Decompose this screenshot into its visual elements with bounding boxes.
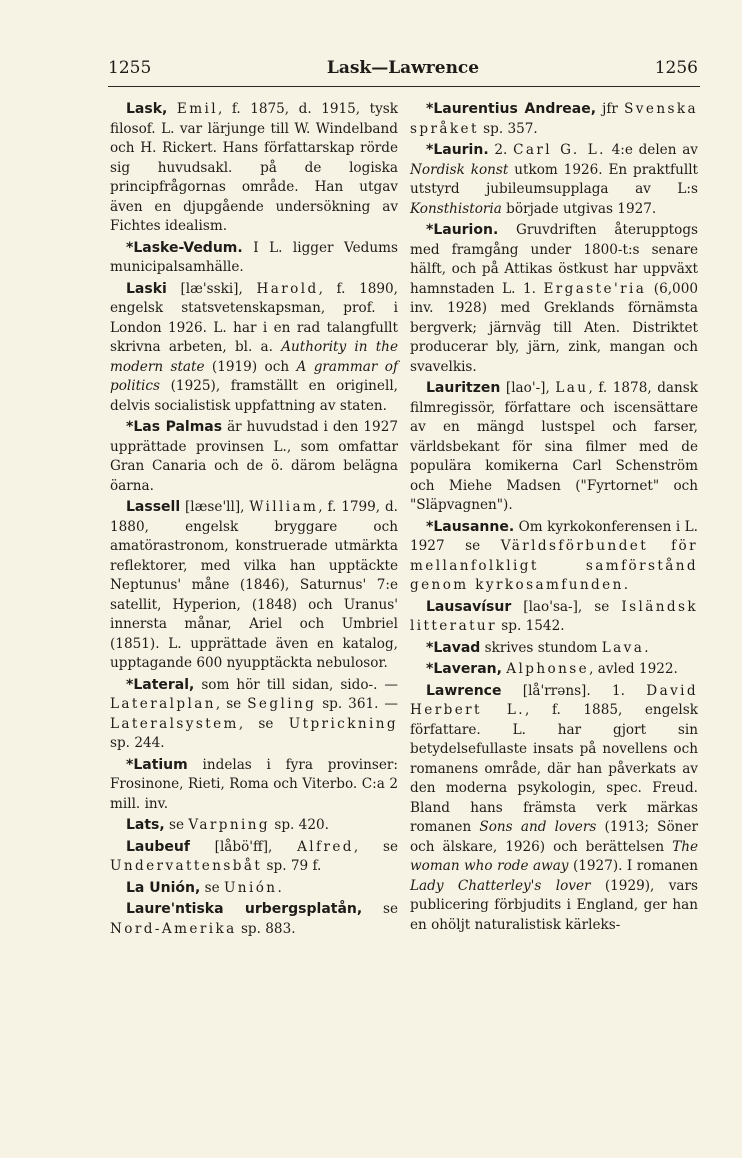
headword: *Lateral,: [126, 676, 195, 693]
entry-lats: Lats, se Varpning sp. 420.: [126, 817, 329, 833]
entry-latium: *Latium indelas i fyra provinser: Frosinone, Rieti, Roma och Viterbo. C:a 2 mill. inv.: [110, 756, 398, 812]
entry-laurion: *Laurion. Gruvdriften återupptogs med framgång under 1800-t:s senare hälft, och på Attikas östkust har uppväxt hamnstaden L. 1. Ergaste'ria (6,000 inv. 1928) med Greklands förnämsta bergverk; järnväg till Aten. Distriktet producerar bly, järn, zink, mangan och svavelkis.: [410, 222, 698, 375]
header-rule: [108, 86, 700, 87]
page-header: [108, 58, 698, 88]
headword: Lats,: [126, 817, 165, 833]
entry-laske-vedum: *Laske-Vedum. I L. ligger Vedums municipalsamhälle.: [110, 239, 398, 275]
entry-lavad: *Lavad skrives stundom Lava.: [426, 639, 649, 656]
entry-la-union: La Unión, se Unión.: [126, 879, 282, 896]
entry-laveran: *Laveran, Alphonse, avled 1922.: [426, 661, 678, 677]
entry-laski: Laski [læ'sski], Harold, f. 1890, engelsk statsvetenskapsman, prof. i London 1926. L. har i en rad talangfullt skrivna arbeten, bl. a. Authority in the modern state (1919) och A grammar of politics (1925), framställt en originell, delvis socialistisk uppfattning av staten.: [110, 280, 398, 414]
entry-laurentius-andreae: *Laurentius Andreae, jfr Svenska språket sp. 357.: [410, 101, 699, 137]
headword: La Unión,: [126, 879, 201, 896]
entry-lausavisur: Lausavísur [lao'sa-], se Isländsk litteratur sp. 1542.: [410, 598, 698, 634]
entry-lateral: *Lateral, som hör till sidan, sido-. — Lateralplan, se Segling sp. 361. — Lateralsystem, se Utprickning sp. 244.: [110, 676, 399, 751]
page-number-left: 1255: [108, 58, 152, 78]
headword: *Laurion.: [426, 222, 499, 238]
right-column: [410, 100, 698, 937]
entry-laurentiska: Laure'ntiska urbergsplatån, se Nord-Amerika sp. 883.: [110, 901, 398, 937]
headword: *Lausanne.: [426, 518, 515, 535]
headword: Lassell: [126, 499, 181, 515]
headword: Laure'ntiska urbergsplatån,: [126, 901, 363, 917]
headword: Laski: [126, 280, 167, 297]
headword: Lawrence: [426, 682, 502, 699]
entry-lawrence: Lawrence [lå'rrəns]. 1. David Herbert L., f. 1885, engelsk författare. L. har gjort sin betydelsefullaste insats på novellens och romanens område, där han påverkats av den moderna psykologin, spec. Freud. Bland hans främsta verk märkas romanen Sons and lovers (1913; Söner och älskare, 1926) och berättelsen The woman who rode away (1927). I romanen Lady Chatterley's lover (1929), vars publicering förbjudits i England, ger han en ohöljt naturalistisk kärleks-: [410, 682, 698, 933]
headword: Lauritzen: [426, 380, 501, 396]
left-column: [110, 100, 398, 941]
headword: *Laveran,: [426, 661, 502, 677]
entry-lauritzen: Lauritzen [lao'-], Lau, f. 1878, dansk filmregissör, författare och iscensättare av en mängd lustspel och farser, världsbekant för sina filmer med de populära komikerna Carl Schenström och Miehe Madsen ("Fyrtornet" och "Släpvagnen").: [410, 380, 698, 513]
entry-laubeuf: Laubeuf [låbö'ff], Alfred, se Undervattensbåt sp. 79 f.: [110, 838, 398, 874]
headword: Lask,: [126, 101, 168, 117]
entry-lassell: Lassell [læse'll], William, f. 1799, d. 1880, engelsk bryggare och amatörastronom, konstruerade utmärkta reflektorer, med vilka han upptäckte Neptunus' måne (1846), Saturnus' 7:e satellit, Hyperion, (1848) och Uranus' innersta månar, Ariel och Umbriel (1851). L. upprättade även en katalog, upptagande 600 nyupptäckta nebulosor.: [110, 499, 399, 671]
entry-laurin: *Laurin. 2. Carl G. L. 4:e delen av Nordisk konst utkom 1926. En praktfullt utstyrd jubileumsupplaga av L:s Konsthistoria började utgivas 1927.: [410, 142, 699, 217]
headword: Lausavísur: [426, 598, 512, 615]
headword: *Las Palmas: [126, 419, 223, 435]
headword: *Laske-Vedum.: [126, 239, 243, 256]
headword: *Lavad: [426, 639, 481, 656]
headword: *Laurin.: [426, 142, 489, 158]
headword: Laubeuf: [126, 838, 190, 855]
headword: *Latium: [126, 756, 188, 773]
running-head: Lask—Lawrence: [326, 58, 480, 78]
entry-lausanne: *Lausanne. Om kyrkokonferensen i L. 1927 se Världsförbundet för mellanfolkligt samförstånd genom kyrkosamfunden.: [410, 518, 699, 593]
entry-las-palmas: *Las Palmas är huvudstad i den 1927 upprättade provinsen L., som omfattar Gran Canaria och de ö. därom belägna öarna.: [110, 419, 398, 494]
headword: *Laurentius Andreae,: [426, 101, 597, 117]
entry-lask: Lask, Emil, f. 1875, d. 1915, tysk filosof. L. var lärjunge till W. Windelband och H. Rickert. Hans författarskap rörde sig huvudsakl. på de logiska principfrågornas område. Han utgav även en djupgående undersökning av Fichtes idealism.: [110, 101, 398, 234]
page-number-right: 1256: [654, 58, 698, 78]
